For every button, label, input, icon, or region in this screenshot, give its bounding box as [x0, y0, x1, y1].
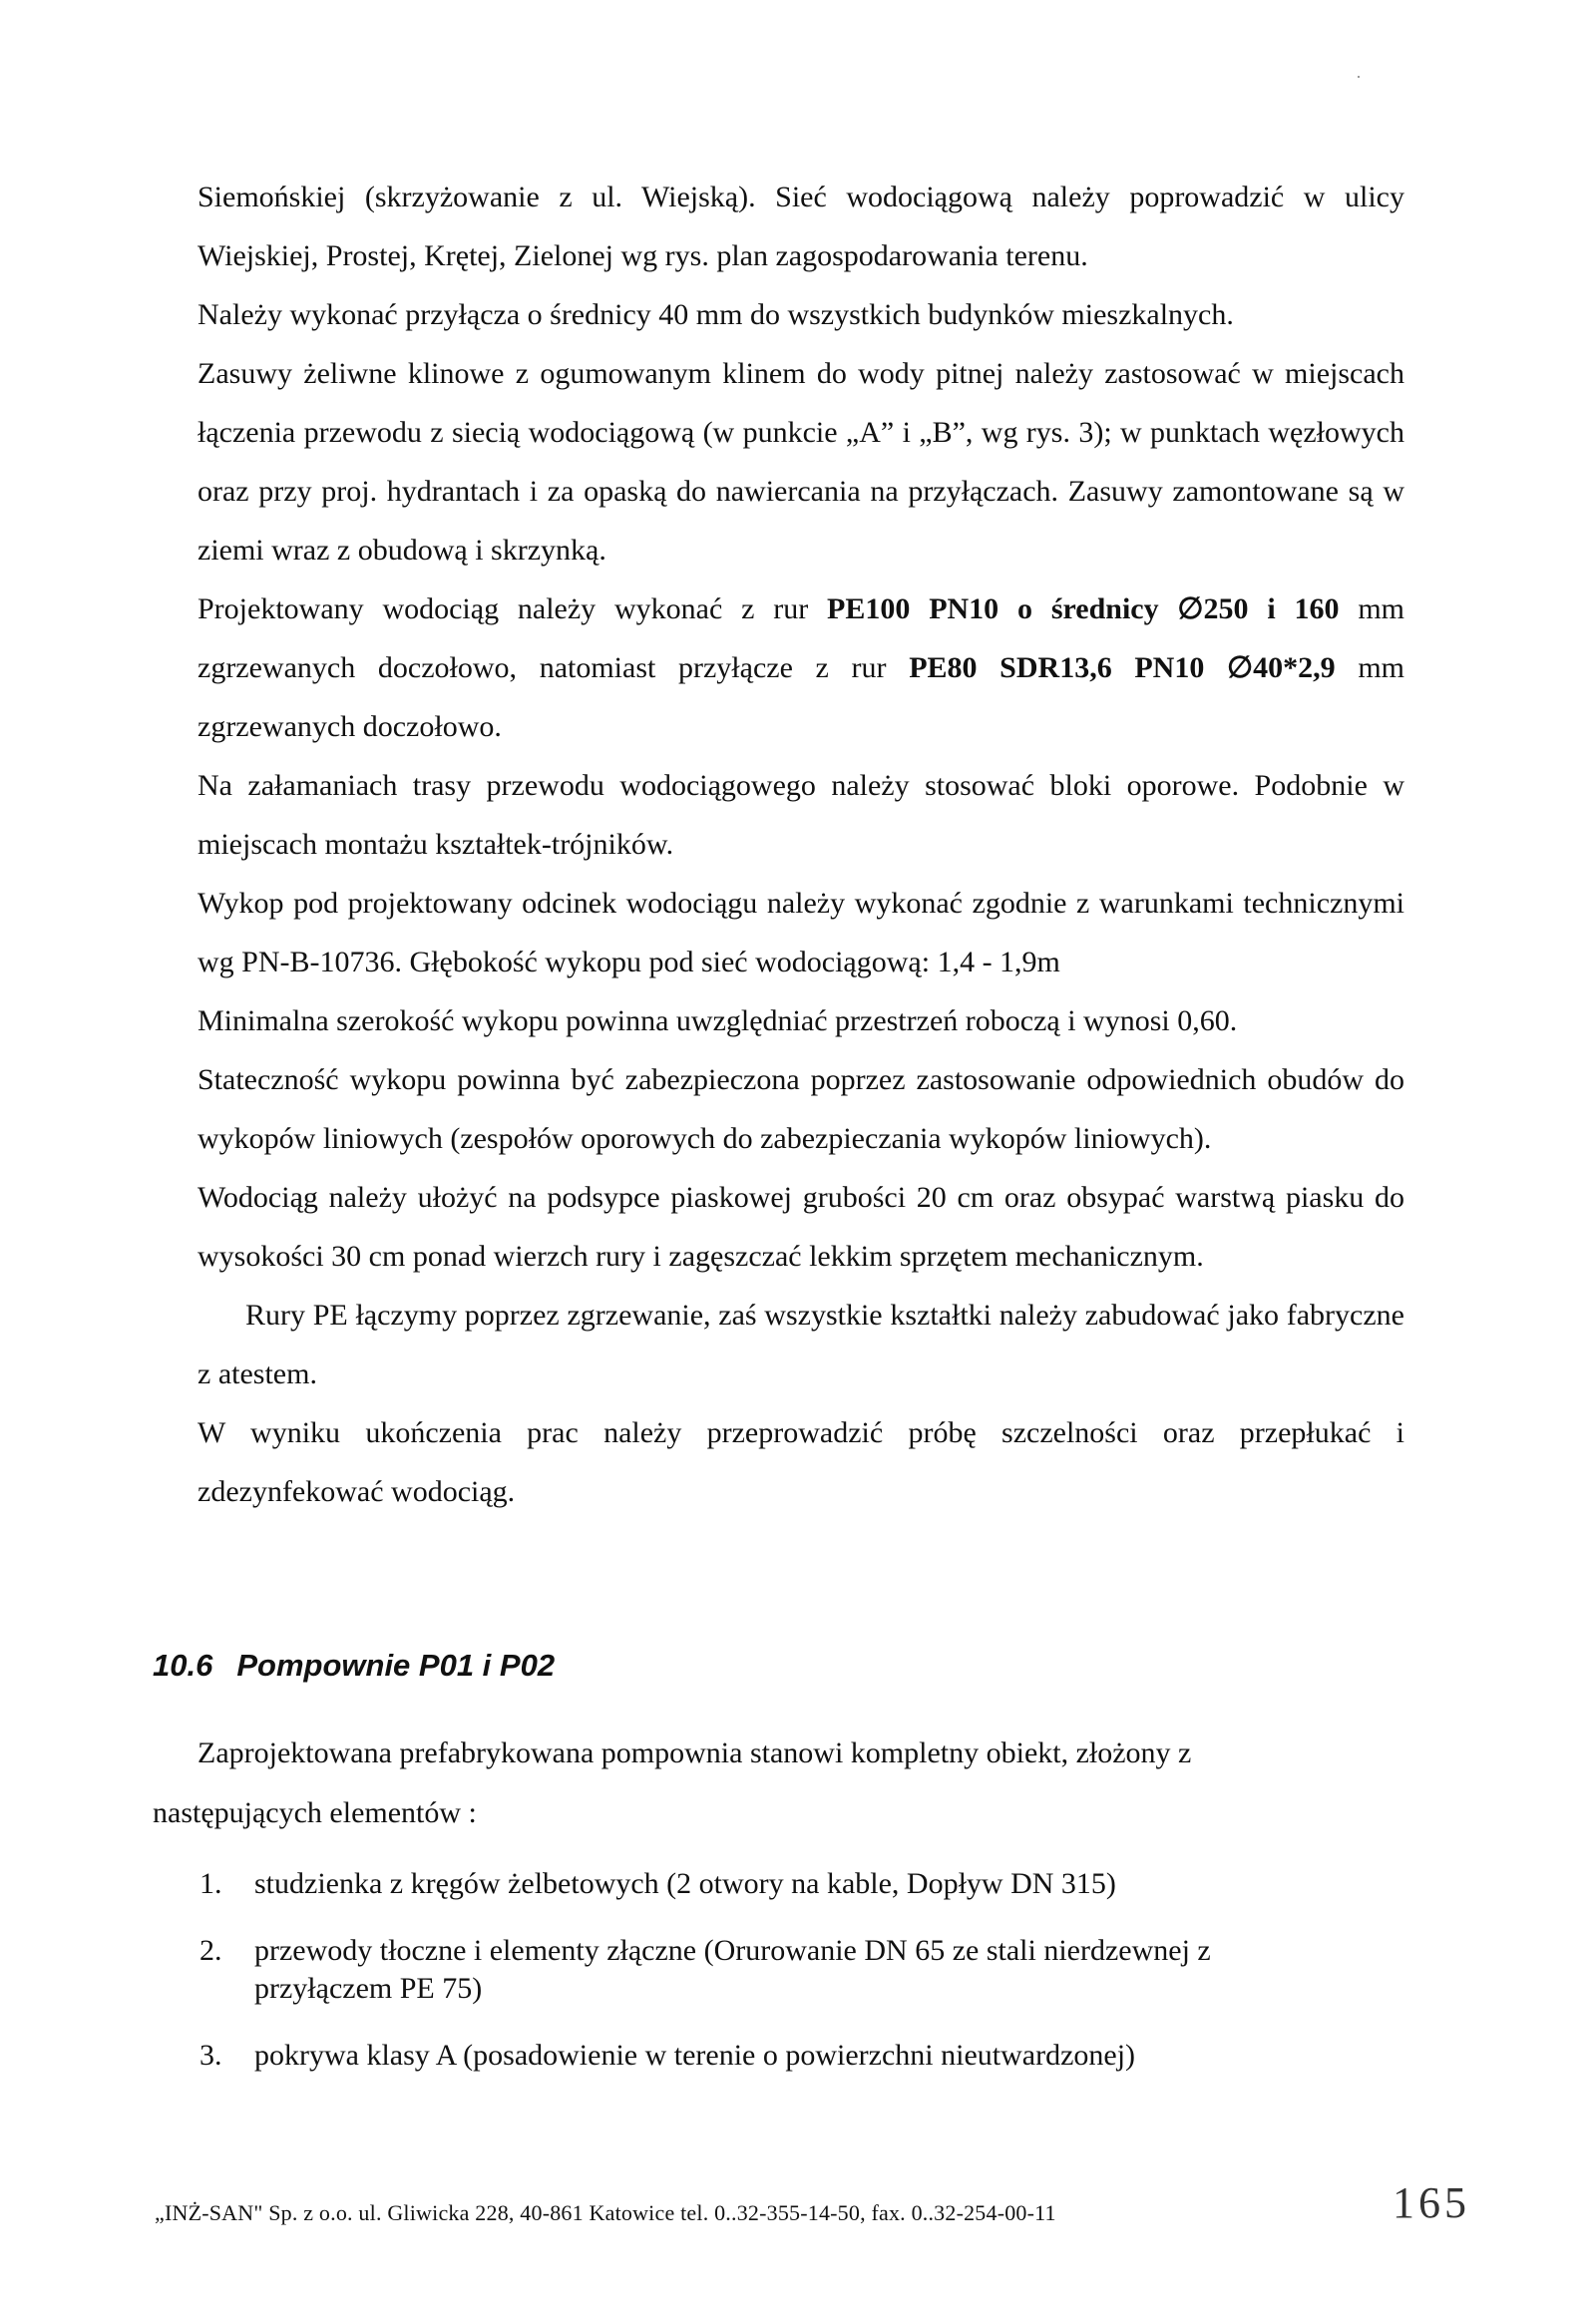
- paragraph: Rury PE łączymy poprzez zgrzewanie, zaś wszystkie kształtki należy zabudować jako fabryczne z atestem.: [198, 1299, 1404, 1390]
- scan-artifact: [1358, 76, 1360, 78]
- list-item-text: studzienka z kręgów żelbetowych (2 otwory na kable, Dopływ DN 315): [254, 1867, 1116, 1900]
- section-number: 10.6: [153, 1648, 213, 1683]
- list-marker: 2.: [200, 1934, 222, 1967]
- list-item: [200, 1865, 1347, 1903]
- paragraph: Minimalna szerokość wykopu powinna uwzględniać przestrzeń roboczą i wynosi 0,60.: [198, 1004, 1238, 1037]
- paragraph: Należy wykonać przyłącza o średnicy 40 mm do wszystkich budynków mieszkalnych.: [198, 298, 1234, 331]
- paragraph: Stateczność wykopu powinna być zabezpieczona poprzez zastosowanie odpowiednich obudów do wykopów liniowych (zespołów oporowych do zabezpieczania wykopów liniowych).: [198, 1063, 1404, 1155]
- list-item-text: przewody tłoczne i elementy złączne (Orurowanie DN 65 ze stali nierdzewnej z przyłączem PE 75): [254, 1934, 1211, 2005]
- pipe-paragraph: [198, 579, 1404, 756]
- list-item: [200, 2037, 1347, 2075]
- list-marker: 3.: [200, 2039, 222, 2072]
- elements-list: [200, 1865, 1347, 2104]
- list-marker: 1.: [200, 1867, 222, 1900]
- body-text: [198, 168, 1404, 1521]
- pipe-spec-connection: PE80 SDR13,6 PN10 ∅40*2,9: [909, 651, 1336, 684]
- paragraph: Wykop pod projektowany odcinek wodociągu należy wykonać zgodnie z warunkami technicznymi wg PN-B-10736. Głębokość wykopu pod sieć wodociągową: 1,4 - 1,9m: [198, 887, 1404, 978]
- paragraph: Wodociąg należy ułożyć na podsypce piaskowej grubości 20 cm oraz obsypać warstwą piasku do wysokości 30 cm ponad wierzch rury i zagęszczać lekkim sprzętem mechanicznym.: [198, 1181, 1404, 1273]
- text-span: mm zgrzewanych doczołowo, natomiast przyłącze z rur: [198, 592, 1405, 684]
- page-footer: „INŻ-SAN" Sp. z o.o. ul. Gliwicka 228, 40-861 Katowice tel. 0..32-355-14-50, fax. 0..32-254-00-11: [155, 2200, 1056, 2225]
- section-intro: [153, 1724, 1370, 1843]
- list-item-text: pokrywa klasy A (posadowienie w terenie o powierzchni nieutwardzonej): [254, 2039, 1136, 2072]
- paragraph: Siemońskiej (skrzyżowanie z ul. Wiejską). Sieć wodociągową należy poprowadzić w ulicy Wiejskiej, Prostej, Krętej, Zielonej wg rys. plan zagospodarowania terenu.: [198, 181, 1404, 272]
- text-span: mm zgrzewanych doczołowo.: [198, 651, 1404, 743]
- section-heading: [153, 1648, 555, 1684]
- paragraph: Na załamaniach trasy przewodu wodociągowego należy stosować bloki oporowe. Podobnie w miejscach montażu kształtek-trójników.: [198, 769, 1404, 861]
- intro-line: Zaprojektowana prefabrykowana pompownia stanowi kompletny obiekt, złożony z: [198, 1736, 1192, 1769]
- paragraph: W wyniku ukończenia prac należy przeprowadzić próbę szczelności oraz przepłukać i zdezynfekować wodociąg.: [198, 1416, 1404, 1508]
- paragraph: Zasuwy żeliwne klinowe z ogumowanym klinem do wody pitnej należy zastosować w miejscach łączenia przewodu z siecią wodociągową (w punkcie „A” i „B”, wg rys. 3); w punktach węzłowych oraz przy proj. hydrantach i za opaską do nawiercania na przyłączach. Zasuwy zamontowane są w ziemi wraz z obudową i skrzynką.: [198, 357, 1404, 567]
- section-title: Pompownie P01 i P02: [236, 1648, 556, 1683]
- page-number: 165: [1393, 2178, 1470, 2227]
- pipe-spec-main: PE100 PN10 o średnicy ∅250 i 160: [827, 592, 1340, 625]
- intro-line: następujących elementów :: [153, 1796, 477, 1829]
- text-span: Projektowany wodociąg należy wykonać z rur: [198, 592, 828, 625]
- list-item: [200, 1932, 1347, 2008]
